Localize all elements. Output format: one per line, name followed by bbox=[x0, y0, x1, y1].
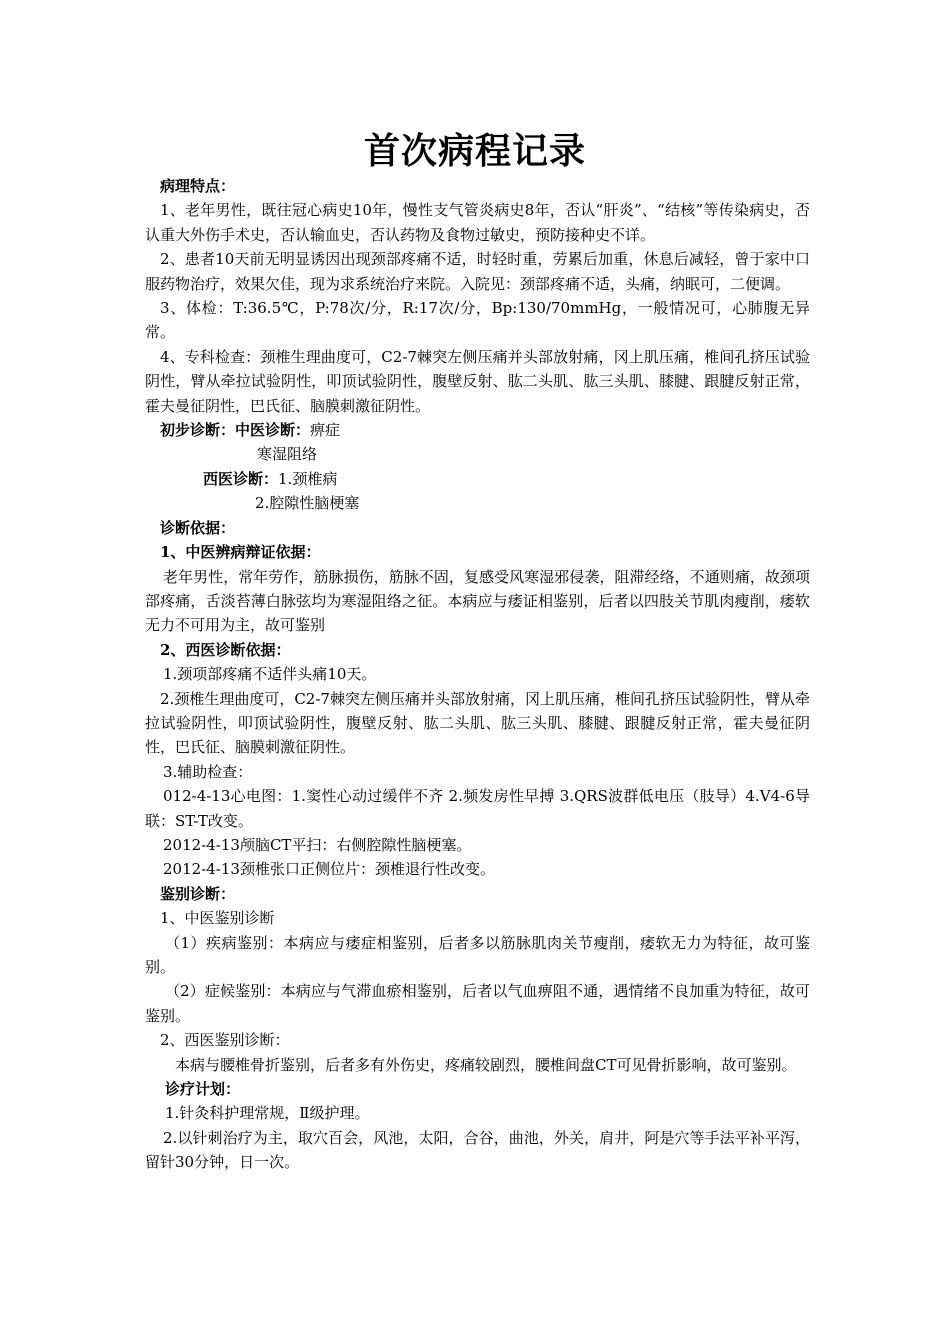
tcm-differential-item-2: （2）症候鉴别：本病应与气滞血瘀相鉴别，后者以气血痹阻不通，遇情绪不良加重为特征，故可鉴别。 bbox=[145, 982, 810, 1025]
western-differential-heading: 2、西医鉴别诊断： bbox=[160, 1031, 290, 1050]
western-diagnosis-1: 1.颈椎病 bbox=[278, 469, 338, 488]
page-title: 首次病程记录 bbox=[363, 130, 586, 172]
pathology-heading: 病理特点： bbox=[160, 177, 236, 195]
western-basis-item-2: 2.颈椎生理曲度可，C2-7棘突左侧压痛并头部放射痛，冈上肌压痛，椎间孔挤压试验阴性，臂从牵拉试验阴性，叩顶试验阴性，腹壁反射、肱二头肌、肱三头肌、膝腱、跟腱反射正常，霍夫曼征阴性，巴氏征、脑膜刺激征阴性。 bbox=[145, 689, 810, 757]
plan-item-2: 2.以针刺治疗为主，取穴百会，风池，太阳，合谷，曲池，外关，肩井，阿是穴等手法平补平泻，留针30分钟，日一次。 bbox=[145, 1128, 810, 1172]
western-diagnosis-2: 2.腔隙性脑梗塞 bbox=[255, 494, 360, 513]
tcm-diagnosis-value: 痹症 bbox=[310, 421, 341, 440]
diagnosis-heading: 初步诊断： bbox=[160, 421, 236, 440]
pathology-item-2: 2、患者10天前无明显诱因出现颈部疼痛不适，时轻时重，劳累后加重，休息后减轻，曾于家中口服药物治疗，效果欠佳，现为求系统治疗来院。入院见：颈部疼痛不适，头痛，纳眠可，二便调。 bbox=[145, 250, 810, 293]
western-differential-text: 本病与腰椎骨折鉴别，后者多有外伤史，疼痛较剧烈，腰椎间盘CT可见骨折影响，故可鉴别。 bbox=[175, 1055, 797, 1074]
aux-exam-item-3: 2012-4-13颈椎张口正侧位片：颈椎退行性改变。 bbox=[163, 860, 495, 879]
plan-heading: 诊疗计划： bbox=[165, 1080, 241, 1099]
tcm-differential-item-1: （1）疾病鉴别：本病应与痿症相鉴别，后者多以筋脉肌肉关节瘦削，痿软无力为特征，故可鉴别。 bbox=[145, 933, 810, 976]
western-basis-item-1: 1.颈项部疼痛不适伴头痛10天。 bbox=[163, 665, 377, 684]
pathology-item-1: 1、老年男性，既往冠心病史10年，慢性支气管炎病史8年，否认“肝炎”、“结核”等传染病史，否认重大外伤手术史，否认输血史，否认药物及食物过敏史，预防接种史不详。 bbox=[145, 201, 810, 244]
western-basis-heading: 2、西医诊断依据： bbox=[160, 640, 291, 659]
aux-exam-heading: 3.辅助检查： bbox=[163, 762, 253, 781]
document-body bbox=[145, 174, 810, 1175]
plan-item-1: 1.针灸科护理常规，Ⅱ级护理。 bbox=[165, 1104, 370, 1123]
diagnosis-line-tcm bbox=[145, 418, 810, 442]
aux-exam-item-2: 2012-4-13颅脑CT平扫：右侧腔隙性脑梗塞。 bbox=[163, 835, 472, 854]
basis-heading: 诊断依据： bbox=[160, 518, 236, 537]
differential-heading: 鉴别诊断： bbox=[160, 884, 236, 903]
tcm-basis-heading: 1、中医辨病辩证依据： bbox=[160, 543, 321, 562]
western-diagnosis-label: 西医诊断： bbox=[203, 469, 279, 488]
pathology-item-4: 4、专科检查：颈椎生理曲度可，C2-7棘突左侧压痛并头部放射痛，冈上肌压痛，椎间孔挤压试验阴性，臂从牵拉试验阴性，叩顶试验阴性，腹壁反射、肱二头肌、肱三头肌、膝腱、跟腱反射正常，霍夫曼征阴性，巴氏征、脑膜刺激征阴性。 bbox=[145, 347, 810, 415]
tcm-syndrome: 寒湿阻络 bbox=[257, 445, 318, 464]
tcm-basis-text: 老年男性，常年劳作，筋脉损伤，筋脉不固，复感受风寒湿邪侵袭，阻滞经络，不通则痛，故颈项部疼痛，舌淡苔薄白脉弦均为寒湿阻络之征。本病应与痿证相鉴别，后者以四肢关节肌肉瘦削，痿软无力不可用为主，故可鉴别 bbox=[145, 567, 810, 635]
aux-exam-item-1: 012-4-13心电图：1.窦性心动过缓伴不齐 2.频发房性早搏 3.QRS波群低电压（肢导）4.V4-6导联：ST-T改变。 bbox=[145, 787, 810, 830]
tcm-differential-heading: 1、中医鉴别诊断 bbox=[160, 909, 275, 928]
tcm-diagnosis-label: 中医诊断： bbox=[235, 421, 311, 440]
pathology-item-3: 3、体检：T:36.5℃，P:78次/分，R:17次/分，Bp:130/70mmHg，一般情况可，心肺腹无异常。 bbox=[145, 299, 810, 342]
diagnosis-line-western bbox=[145, 467, 810, 491]
